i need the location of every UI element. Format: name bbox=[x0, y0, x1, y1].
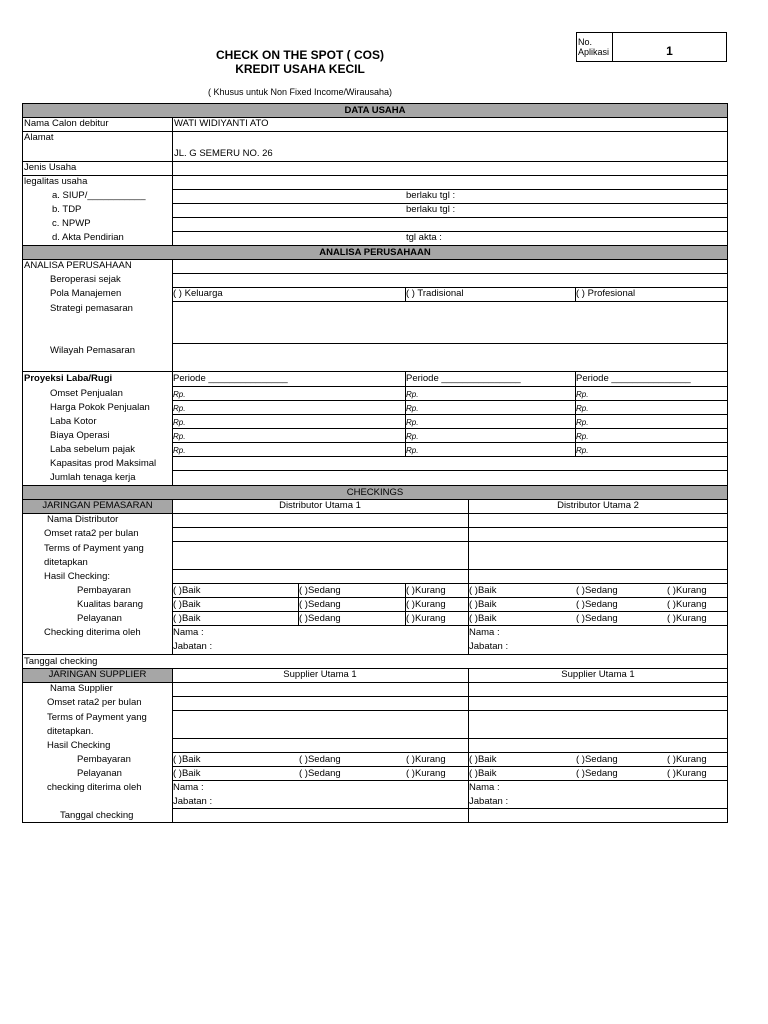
rating-sedang[interactable]: ( )Sedang bbox=[299, 768, 341, 779]
supplier-terms-label: Terms of Payment yang bbox=[47, 712, 147, 723]
rating-baik[interactable]: ( )Baik bbox=[469, 585, 497, 596]
form-title: CHECK ON THE SPOT ( COS) bbox=[215, 48, 384, 62]
strategi-label: Strategi pemasaran bbox=[50, 303, 133, 314]
supplier-hasil-label: Hasil Checking bbox=[47, 740, 111, 751]
option-profesional[interactable]: ( ) Profesional bbox=[576, 288, 636, 299]
row-line bbox=[22, 161, 728, 162]
rating-baik[interactable]: ( )Baik bbox=[173, 599, 201, 610]
kualitas-label: Kualitas barang bbox=[77, 599, 144, 610]
row-line bbox=[22, 175, 728, 176]
jaringan-pemasaran-header: JARINGAN PEMASARAN bbox=[23, 499, 172, 513]
jaringan-supplier-header: JARINGAN SUPPLIER bbox=[23, 668, 172, 682]
rating-sedang[interactable]: ( )Sedang bbox=[299, 599, 341, 610]
row-line bbox=[22, 131, 728, 132]
option-keluarga[interactable]: ( ) Keluarga bbox=[173, 288, 223, 299]
rating-baik[interactable]: ( )Baik bbox=[469, 599, 497, 610]
rating-kurang[interactable]: ( )Kurang bbox=[406, 613, 446, 624]
npwp-label: c. NPWP bbox=[52, 218, 91, 229]
row-line bbox=[172, 414, 728, 415]
row-line bbox=[172, 752, 728, 753]
alamat-label: Alamat bbox=[24, 132, 54, 143]
row-line bbox=[22, 485, 728, 486]
col-line bbox=[172, 117, 173, 245]
rating-sedang[interactable]: ( )Sedang bbox=[299, 754, 341, 765]
no-aplikasi-value: 1 bbox=[666, 44, 673, 58]
legalitas-label: legalitas usaha bbox=[24, 176, 88, 187]
rating-baik[interactable]: ( )Baik bbox=[173, 768, 201, 779]
nama-distributor-label: Nama Distributor bbox=[47, 514, 119, 525]
rating-kurang[interactable]: ( )Kurang bbox=[667, 754, 707, 765]
alamat-value[interactable]: JL. G SEMERU NO. 26 bbox=[174, 148, 273, 159]
akta-label: d. Akta Pendirian bbox=[52, 232, 124, 243]
siup-berlaku-label: berlaku tgl : bbox=[406, 190, 456, 201]
pembayaran-label: Pembayaran bbox=[77, 585, 131, 596]
row-line bbox=[172, 428, 728, 429]
rating-kurang[interactable]: ( )Kurang bbox=[406, 754, 446, 765]
option-tradisional[interactable]: ( ) Tradisional bbox=[406, 288, 464, 299]
jabatan-field[interactable]: Jabatan : bbox=[469, 796, 509, 807]
row-line bbox=[172, 442, 728, 443]
supplier-1-header: Supplier Utama 1 bbox=[283, 669, 357, 680]
row-line bbox=[172, 400, 728, 401]
rating-sedang[interactable]: ( )Sedang bbox=[576, 768, 618, 779]
rp-cell[interactable]: Rp. bbox=[173, 446, 186, 455]
row-line bbox=[172, 456, 728, 457]
rating-kurang[interactable]: ( )Kurang bbox=[406, 599, 446, 610]
row-line bbox=[172, 597, 728, 598]
rating-kurang[interactable]: ( )Kurang bbox=[406, 768, 446, 779]
row-line bbox=[22, 245, 728, 246]
omset-rata-label: Omset rata2 per bulan bbox=[44, 528, 139, 539]
siup-label: a. SIUP/___________ bbox=[52, 190, 146, 201]
row-line bbox=[22, 117, 728, 118]
periode-2: Periode _______________ bbox=[406, 373, 521, 384]
biaya-operasi-label: Biaya Operasi bbox=[50, 430, 110, 441]
form-subtitle-kredit: KREDIT USAHA KECIL bbox=[235, 62, 365, 76]
rating-kurang[interactable]: ( )Kurang bbox=[667, 585, 707, 596]
supplier-2-header: Supplier Utama 1 bbox=[561, 669, 635, 680]
wilayah-label: Wilayah Pemasaran bbox=[50, 345, 136, 356]
supplier-tanggal-label: Tanggal checking bbox=[60, 810, 134, 821]
rating-sedang[interactable]: ( )Sedang bbox=[576, 613, 618, 624]
row-line bbox=[172, 780, 728, 781]
rating-baik[interactable]: ( )Baik bbox=[469, 613, 497, 624]
row-line bbox=[172, 301, 728, 302]
row-line bbox=[172, 611, 728, 612]
rp-cell[interactable]: Rp. bbox=[406, 418, 419, 427]
rp-cell[interactable]: Rp. bbox=[173, 432, 186, 441]
jabatan-field[interactable]: Jabatan : bbox=[173, 641, 213, 652]
rp-cell[interactable]: Rp. bbox=[576, 446, 589, 455]
nama-supplier-label: Nama Supplier bbox=[50, 683, 113, 694]
form-note: ( Khusus untuk Non Fixed Income/Wirausaha) bbox=[207, 87, 393, 97]
periode-3: Periode _______________ bbox=[576, 373, 691, 384]
tdp-label: b. TDP bbox=[52, 204, 82, 215]
pelayanan-label: Pelayanan bbox=[77, 613, 122, 624]
omset-label: Omset Penjualan bbox=[50, 388, 123, 399]
row-line bbox=[172, 625, 728, 626]
beroperasi-label: Beroperasi sejak bbox=[50, 274, 121, 285]
rating-sedang[interactable]: ( )Sedang bbox=[576, 585, 618, 596]
row-line bbox=[172, 808, 728, 809]
row-line bbox=[172, 738, 728, 739]
section-checkings: CHECKINGS bbox=[23, 486, 727, 499]
nama-field[interactable]: Nama : bbox=[469, 782, 500, 793]
row-line bbox=[172, 386, 728, 387]
rating-sedang[interactable]: ( )Sedang bbox=[299, 613, 341, 624]
analisa-perusahaan-label: ANALISA PERUSAHAAN bbox=[24, 260, 132, 271]
row-line bbox=[172, 217, 728, 218]
rp-cell[interactable]: Rp. bbox=[173, 418, 186, 427]
rp-cell[interactable]: Rp. bbox=[173, 390, 186, 399]
row-line bbox=[172, 470, 728, 471]
periode-1: Periode _______________ bbox=[173, 373, 288, 384]
terms-label: Terms of Payment yang bbox=[44, 543, 144, 554]
rating-baik[interactable]: ( )Baik bbox=[173, 585, 201, 596]
nama-calon-label: Nama Calon debitur bbox=[24, 118, 109, 129]
row-line bbox=[172, 273, 728, 274]
row-line bbox=[172, 710, 728, 711]
rating-sedang[interactable]: ( )Sedang bbox=[576, 599, 618, 610]
rating-baik[interactable]: ( )Baik bbox=[173, 613, 201, 624]
tanggal-checking-label: Tanggal checking bbox=[24, 656, 98, 667]
nama-calon-value[interactable]: WATI WIDIYANTI ATO bbox=[174, 118, 269, 129]
jabatan-field[interactable]: Jabatan : bbox=[173, 796, 213, 807]
row-line bbox=[22, 682, 728, 683]
jabatan-field[interactable]: Jabatan : bbox=[469, 641, 509, 652]
row-line bbox=[22, 371, 728, 372]
pola-manajemen-label: Pola Manajemen bbox=[50, 288, 122, 299]
nama-field[interactable]: Nama : bbox=[469, 627, 500, 638]
laba-kotor-label: Laba Kotor bbox=[50, 416, 97, 427]
tenaga-kerja-label: Jumlah tenaga kerja bbox=[50, 472, 136, 483]
row-line bbox=[172, 527, 728, 528]
rp-cell[interactable]: Rp. bbox=[576, 390, 589, 399]
section-data-usaha: DATA USAHA bbox=[23, 104, 727, 117]
rating-kurang[interactable]: ( )Kurang bbox=[406, 585, 446, 596]
no-aplikasi-box bbox=[576, 32, 727, 62]
row-line bbox=[172, 541, 728, 542]
rating-baik[interactable]: ( )Baik bbox=[173, 754, 201, 765]
distributor-1-header: Distributor Utama 1 bbox=[279, 500, 361, 511]
terms-label-2: ditetapkan bbox=[44, 557, 88, 568]
nama-field[interactable]: Nama : bbox=[173, 627, 204, 638]
rating-sedang[interactable]: ( )Sedang bbox=[576, 754, 618, 765]
rating-sedang[interactable]: ( )Sedang bbox=[299, 585, 341, 596]
rp-cell[interactable]: Rp. bbox=[406, 404, 419, 413]
hpp-label: Harga Pokok Penjualan bbox=[50, 402, 150, 413]
distributor-2-header: Distributor Utama 2 bbox=[557, 500, 639, 511]
tgl-akta-label: tgl akta : bbox=[406, 232, 442, 243]
rp-cell[interactable]: Rp. bbox=[406, 446, 419, 455]
row-line bbox=[22, 654, 728, 655]
rating-kurang[interactable]: ( )Kurang bbox=[667, 599, 707, 610]
nama-field[interactable]: Nama : bbox=[173, 782, 204, 793]
proyeksi-label: Proyeksi Laba/Rugi bbox=[24, 373, 113, 384]
rp-cell[interactable]: Rp. bbox=[406, 432, 419, 441]
jenis-usaha-label: Jenis Usaha bbox=[24, 162, 77, 173]
supplier-pembayaran-label: Pembayaran bbox=[77, 754, 131, 765]
supplier-diterima-label: checking diterima oleh bbox=[47, 782, 142, 793]
rp-cell[interactable]: Rp. bbox=[576, 404, 589, 413]
rp-cell[interactable]: Rp. bbox=[173, 404, 186, 413]
row-line bbox=[172, 343, 728, 344]
rating-kurang[interactable]: ( )Kurang bbox=[667, 613, 707, 624]
rp-cell[interactable]: Rp. bbox=[576, 418, 589, 427]
row-line bbox=[172, 583, 728, 584]
row-line bbox=[22, 513, 728, 514]
no-aplikasi-label: No. Aplikasi bbox=[577, 33, 613, 61]
rating-kurang[interactable]: ( )Kurang bbox=[667, 768, 707, 779]
row-line bbox=[172, 231, 728, 232]
row-line bbox=[172, 696, 728, 697]
rating-baik[interactable]: ( )Baik bbox=[469, 768, 497, 779]
laba-sebelum-pajak-label: Laba sebelum pajak bbox=[50, 444, 136, 455]
checking-diterima-label: Checking diterima oleh bbox=[44, 627, 141, 638]
rp-cell[interactable]: Rp. bbox=[406, 390, 419, 399]
hasil-checking-label: Hasil Checking: bbox=[44, 571, 110, 582]
supplier-pelayanan-label: Pelayanan bbox=[77, 768, 122, 779]
rating-baik[interactable]: ( )Baik bbox=[469, 754, 497, 765]
rp-cell[interactable]: Rp. bbox=[576, 432, 589, 441]
row-line bbox=[172, 569, 728, 570]
row-line bbox=[172, 766, 728, 767]
section-analisa: ANALISA PERUSAHAAN bbox=[23, 246, 727, 259]
tdp-berlaku-label: berlaku tgl : bbox=[406, 204, 456, 215]
supplier-omset-label: Omset rata2 per bulan bbox=[47, 697, 142, 708]
supplier-terms-label-2: ditetapkan. bbox=[47, 726, 94, 737]
kapasitas-label: Kapasitas prod Maksimal bbox=[50, 458, 157, 469]
